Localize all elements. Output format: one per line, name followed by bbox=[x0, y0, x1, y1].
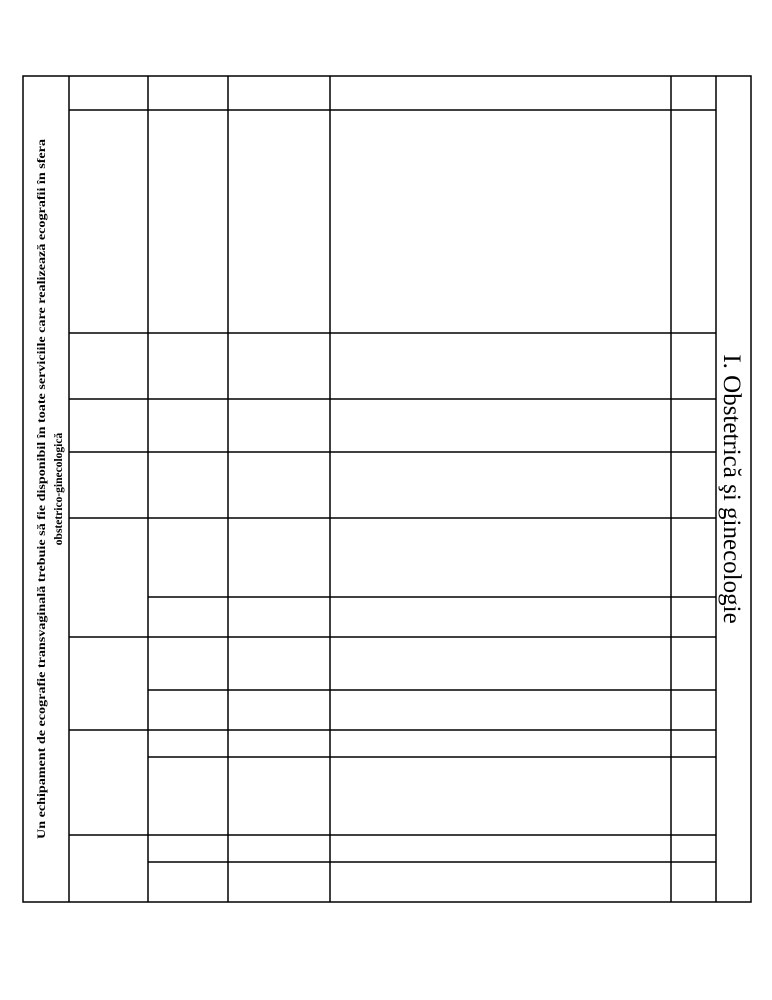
section-title: I. Obstetrică şi ginecologie bbox=[718, 354, 745, 624]
table-grid bbox=[23, 76, 751, 902]
note-line-2: obstetrico-ginecologică bbox=[53, 432, 65, 546]
note-line-1: Un echipament de ecografie transvaginală trebuie să fie disponibil în toate serviciile care realizează ecografii în sfera bbox=[36, 268, 48, 839]
table-border bbox=[23, 76, 751, 902]
